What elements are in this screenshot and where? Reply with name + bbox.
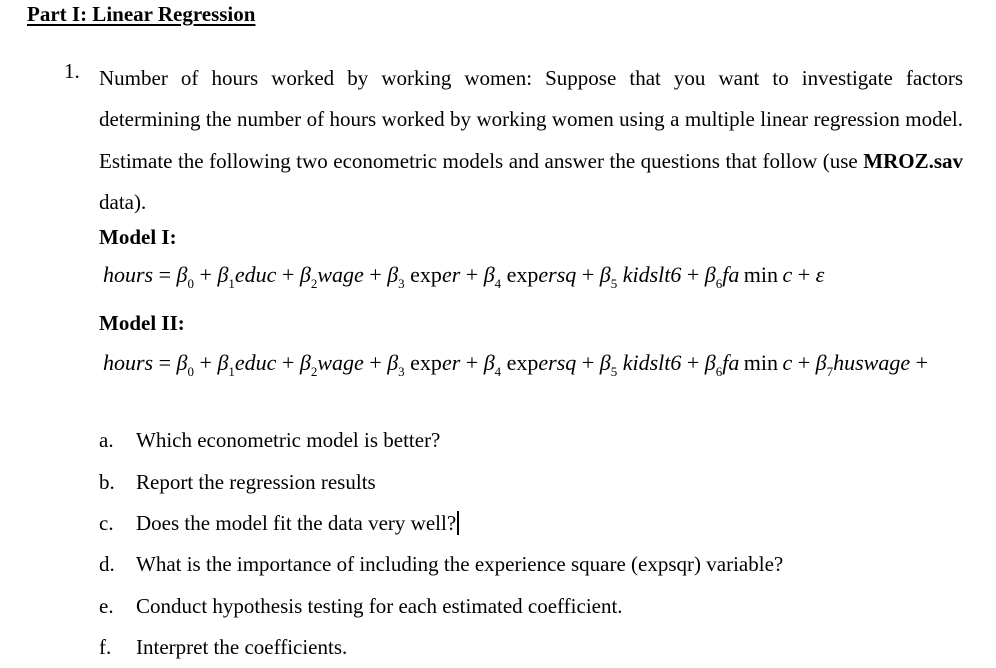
beta-6-sub: 6 [715,276,723,291]
sub-question-letter: d. [99,552,115,576]
sub-question-letter: b. [99,470,115,494]
var-expersq-a: exp [506,262,539,287]
beta-4-sub: 4 [494,364,502,379]
plus: + [581,350,595,375]
var-faminc-a: fa [722,350,740,375]
var-faminc-c: c [782,350,793,375]
sub-question-text: What is the importance of including the experience square (expsqr) variable? [136,552,784,576]
model-2-heading: Model II: [99,311,185,335]
beta-3: β [387,262,399,287]
beta-0-sub: 0 [187,276,195,291]
beta-3: β [387,350,399,375]
plus: + [199,262,212,287]
beta-1: β [217,350,229,375]
beta-4-sub: 4 [494,276,502,291]
var-expersq-a: exp [506,350,539,375]
beta-6: β [704,350,716,375]
beta-7: β [815,350,827,375]
sub-question-c [99,511,459,536]
text-cursor [457,511,459,535]
sub-question-letter: c. [99,511,114,535]
sub-question-letter: f. [99,635,112,659]
sub-question-letter: e. [99,594,114,618]
plus: + [281,350,295,375]
sub-question-f [99,635,347,660]
beta-0: β [176,350,188,375]
sub-question-letter: a. [99,428,114,452]
eq-lhs: hours [103,262,154,287]
sub-question-d [99,552,783,577]
model-2-equation [103,350,929,379]
beta-2-sub: 2 [310,364,318,379]
beta-4: β [483,262,495,287]
question-number: 1. [64,59,80,83]
beta-1: β [217,262,229,287]
beta-0-sub: 0 [187,364,195,379]
plus: + [465,262,479,287]
beta-2-sub: 2 [310,276,318,291]
question-text-before: Number of hours worked by working women: Suppose that you want to investigate factors determining the number of hours worked by working women using a multiple linear regression model. Estimate the following two econometric models and answer the questions that follow (use [99,66,963,173]
var-exper-b: er [441,262,461,287]
beta-0: β [176,262,188,287]
var-wage: wage [317,262,364,287]
plus: + [199,350,212,375]
sub-question-text: Does the model fit the data very well? [136,511,457,535]
sub-question-text: Interpret the coefficients. [136,635,348,659]
eq-lhs: hours [103,350,154,375]
beta-3-sub: 3 [398,364,405,379]
eq-equals: = [158,350,172,375]
dataset-name: MROZ.sav [863,148,963,173]
beta-4: β [483,350,495,375]
beta-5-sub: 5 [610,364,618,379]
var-faminc-a: fa [722,262,740,287]
plus: + [581,262,595,287]
plus: + [465,350,479,375]
var-expersq-b: ersq [538,262,577,287]
beta-5-sub: 5 [610,276,618,291]
beta-5: β [599,350,611,375]
plus: + [281,262,295,287]
beta-6-sub: 6 [715,364,723,379]
var-educ: educ [234,262,277,287]
beta-3-sub: 3 [398,276,405,291]
sub-question-a [99,428,440,453]
error-term: ε [815,262,825,287]
var-exper-a: exp [410,350,442,375]
sub-question-text: Which econometric model is better? [136,428,441,452]
question-text-after: data). [99,189,147,214]
question-text [99,58,963,223]
sub-question-b [99,470,376,495]
plus: + [797,262,811,287]
beta-2: β [299,350,311,375]
plus: + [369,262,382,287]
var-expersq-b: ersq [538,350,577,375]
part-title: Part I: Linear Regression [27,2,256,26]
var-educ: educ [234,350,277,375]
sub-question-text: Report the regression results [136,470,376,494]
sub-question-e [99,594,623,619]
var-faminc-b: min [743,262,779,287]
beta-2: β [299,262,311,287]
beta-6: β [704,262,716,287]
var-kidslt6: kidslt6 [622,262,682,287]
var-exper-b: er [441,350,461,375]
eq-equals: = [158,262,172,287]
model-1-heading: Model I: [99,225,177,249]
model-1-equation [103,262,825,291]
var-huswage: huswage [833,350,911,375]
sub-question-text: Conduct hypothesis testing for each estimated coefficient. [136,594,623,618]
plus: + [369,350,382,375]
plus: + [686,350,700,375]
var-wage: wage [317,350,364,375]
var-kidslt6: kidslt6 [622,350,682,375]
beta-1-sub: 1 [228,364,235,379]
beta-1-sub: 1 [228,276,235,291]
var-faminc-b: min [743,350,779,375]
plus: + [915,350,929,375]
var-exper-a: exp [410,262,442,287]
beta-5: β [599,262,611,287]
beta-7-sub: 7 [826,364,834,379]
plus: + [797,350,811,375]
var-faminc-c: c [782,262,793,287]
plus: + [686,262,700,287]
